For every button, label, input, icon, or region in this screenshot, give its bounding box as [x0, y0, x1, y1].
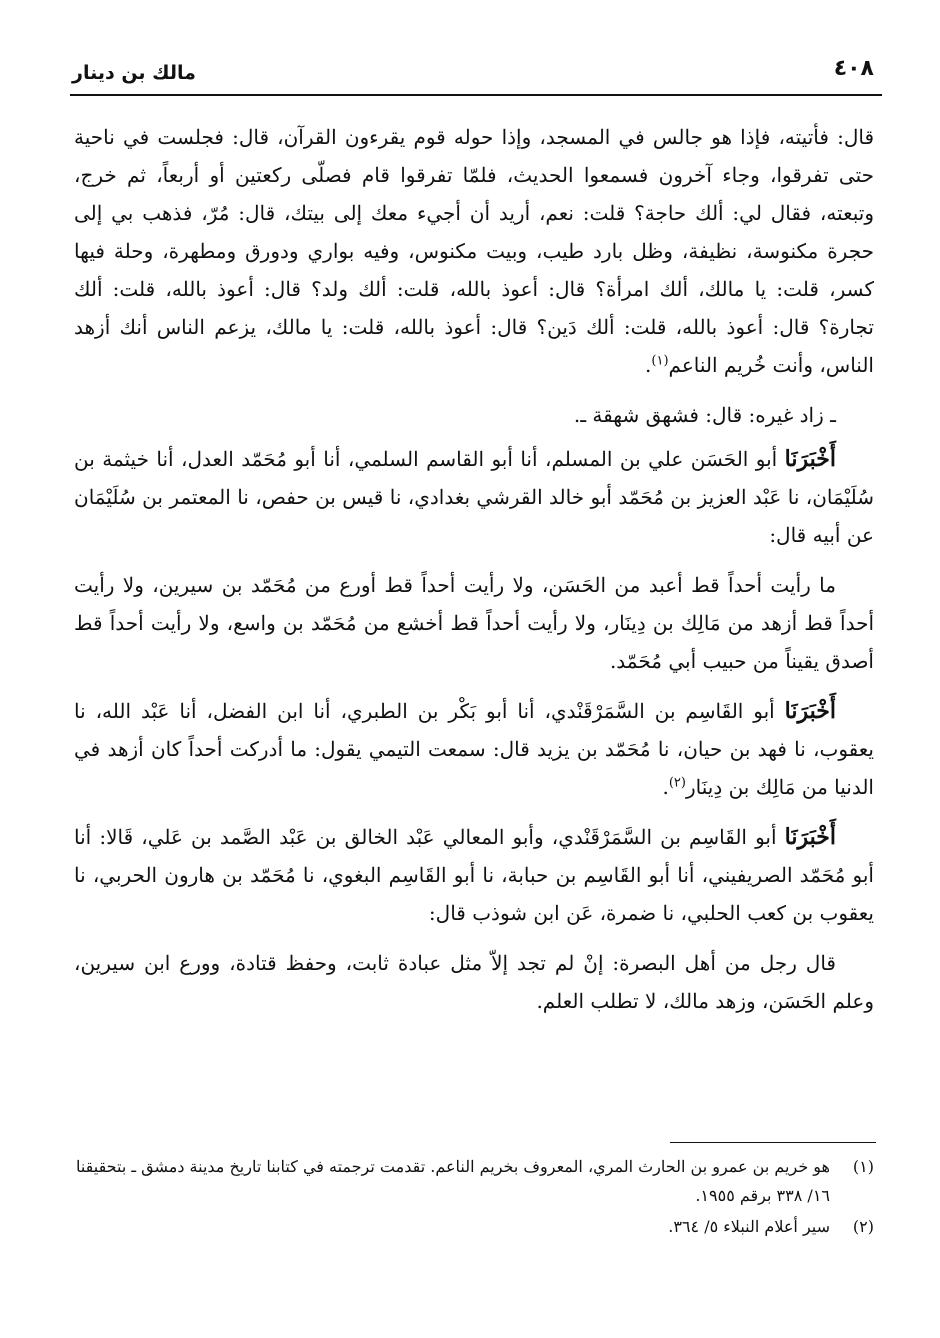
footnote-divider: [670, 1142, 876, 1143]
paragraph-end: .: [662, 775, 669, 799]
paragraph-text: قال: فأتيته، فإذا هو جالس في المسجد، وإذا حوله قوم يقرءون القرآن، قال: فجلست في ناحية حتى تفرقوا، وجاء آخرون فسمعوا الحديث، فلمّا تفرقوا قام فصلّى ركعتين أو أربعاً، ثم خرج، وتبعته، فقال لي: ألك حاجة؟ قلت: نعم، أريد أن أجيء معك إلى بيتك، قال: مُرّ، فذهب بي إلى حجرة مكنوسة، نظيفة، وظل بارد طيب، وبيت مكنوس، وفيه بواري ودورق ومطهرة، وحلة فيها كسر، قلت: يا مالك، ألك امرأة؟ قال: أعوذ بالله، قلت: ألك ولد؟ قال: أعوذ بالله، قلت: ألك تجارة؟ قال: أعوذ بالله، قلت: ألك دَين؟ قال: أعوذ بالله، قلت: يا مالك، يزعم الناس أنك أزهد الناس، وأنت خُريم الناعم: [74, 125, 874, 377]
paragraph-text: قال رجل من أهل البصرة: إنْ لم تجد إلاّ مثل عبادة ثابت، وحفظ قتادة، وورع ابن سيرين، وعلم الحَسَن، وزهد مالك، لا تطلب العلم.: [74, 951, 874, 1013]
akhbarana-keyword: أَخْبَرَنَا: [784, 446, 836, 472]
paragraph-text: أبو القَاسِم بن السَّمَرْقَنْدي، أنا أبو بَكْر بن الطبري، أنا ابن الفضل، أنا عَبْد الله، نا يعقوب، نا فهد بن حيان، نا مُحَمّد بن يزيد قال: سمعت التيمي يقول: ما أدركت أحداً كان أزهد في الدنيا من مَالِك بن دِينَار: [74, 699, 874, 799]
footnote-text: سير أعلام النبلاء ٥/ ٣٦٤.: [668, 1217, 830, 1236]
footnote-marker: (١): [852, 1157, 874, 1176]
akhbarana-keyword: أَخْبَرَنَا: [784, 698, 836, 724]
footnote-reference: (١): [651, 353, 669, 369]
page-number: ٤٠٨: [833, 56, 874, 81]
footnote-marker: (٢): [852, 1217, 874, 1236]
akhbarana-keyword: أَخْبَرَنَا: [784, 824, 836, 850]
footnote-reference: (٢): [668, 775, 686, 791]
paragraph-quote-1: [74, 566, 874, 680]
paragraph-text: ما رأيت أحداً قط أعبد من الحَسَن، ولا رأيت أحداً قط أورع من مُحَمّد بن سيرين، ولا رأيت أحداً قط أزهد من مَالِك بن دِينَار، ولا رأيت أحداً قط أخشع من مُحَمّد بن واسع، ولا رأيت أحداً قط أصدق يقيناً من حبيب أبي مُحَمّد.: [74, 573, 874, 673]
page-header: [70, 52, 882, 96]
footnotes: [74, 1152, 874, 1243]
footnote-2: [74, 1212, 874, 1241]
footnote-text: هو خريم بن عمرو بن الحارث المري، المعروف بخريم الناعم. تقدمت ترجمته في كتابنا تاريخ مدينة دمشق ـ بتحقيقنا ١٦/ ٣٣٨ برقم ١٩٥٥.: [75, 1157, 830, 1205]
paragraph-isnad-1: [74, 440, 874, 554]
paragraph-narration-visit: [74, 118, 874, 384]
paragraph-text: ـ زاد غيره: قال: فشهق شهقة ـ.: [573, 403, 836, 427]
paragraph-isnad-2: [74, 692, 874, 806]
paragraph-text: أبو الحَسَن علي بن المسلم، أنا أبو القاسم السلمي، أنا أبو مُحَمّد العدل، أنا خيثمة بن سُلَيْمَان، نا عَبْد العزيز بن مُحَمّد أبو خالد القرشي بغدادي، نا قيس بن حفص، نا المعتمر بن سُلَيْمَان عن أبيه قال:: [74, 447, 875, 547]
footnote-1: [74, 1152, 874, 1210]
main-text: [74, 118, 874, 1032]
paragraph-text: أبو القَاسِم بن السَّمَرْقَنْدي، وأبو المعالي عَبْد الخالق بن عَبْد الصَّمد بن عَلي، قَالا: أنا أبو مُحَمّد الصريفيني، أنا أبو القَاسِم بن حبابة، نا أبو القَاسِم البغوي، نا مُحَمّد بن هارون الحربي، نا يعقوب بن كعب الحلبي، نا ضمرة، عَن ابن شوذب قال:: [74, 825, 874, 925]
running-title: مالك بن دينار: [72, 62, 196, 84]
paragraph-end: .: [645, 353, 652, 377]
paragraph-addition: [74, 396, 874, 434]
paragraph-quote-2: [74, 944, 874, 1020]
paragraph-isnad-3: [74, 818, 874, 932]
